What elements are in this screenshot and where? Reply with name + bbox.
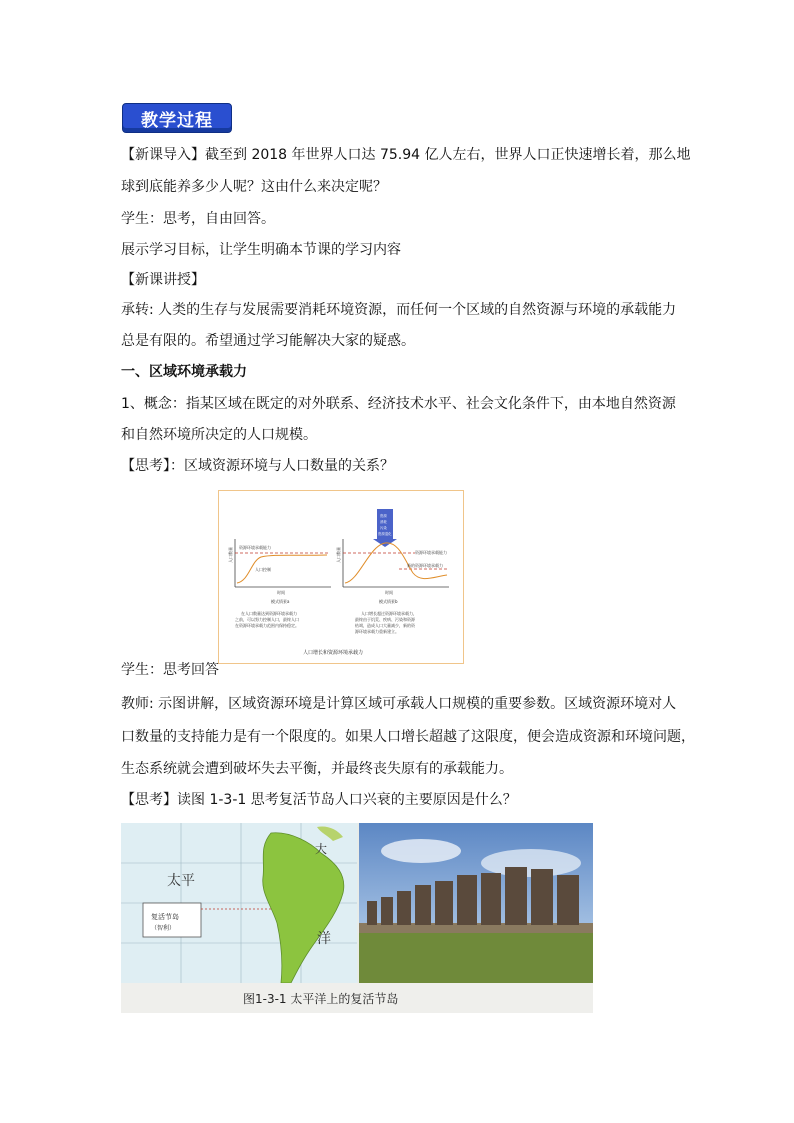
- right-scenario-title: 模式情景b: [379, 599, 398, 604]
- right-capacity-label: 资源环境承载能力: [415, 550, 447, 555]
- right-desc-3: 枯竭，造成人口大量减少，新的资: [355, 623, 415, 628]
- right-box-line-2: 消耗: [380, 520, 387, 524]
- left-control-label: 人口控制: [255, 567, 271, 572]
- figure1-caption: 人口增长和资源环境承载力: [303, 650, 364, 656]
- easter-island-figure: [121, 823, 593, 1013]
- island-label-1: 复活节岛: [151, 913, 179, 921]
- teacher-line-2: 口数量的支持能力是有一个限度的。如果人口增长超越了这限度，便会造成资源和环境问题，: [121, 729, 695, 745]
- figure2-caption: 图1-3-1 太平洋上的复活节岛: [243, 992, 399, 1006]
- right-desc-1: 人口增长超过资源环境承载力，: [361, 611, 417, 616]
- left-desc-2: 之前，可以努力控制人口，最终人口: [235, 617, 299, 622]
- right-new-capacity-label: 新的资源环境承载力: [407, 563, 443, 568]
- right-box-line-4: 资源退化: [378, 532, 392, 536]
- teacher-line-1: 教师: 示图讲解，区域资源环境是计算区域可承载人口规模的重要参数。区域资源环境对人: [121, 696, 677, 712]
- right-x-label: 时间: [385, 590, 393, 595]
- right-box-line-3: 污染: [380, 526, 387, 530]
- right-desc-2: 最终由于饥荒、疾病、污染和资源: [355, 617, 415, 622]
- left-desc-3: 在资源环境承载力范围内保持稳定。: [235, 623, 299, 628]
- left-capacity-label: 资源环境承载能力: [239, 545, 271, 550]
- left-scenario-title: 模式情景a: [271, 599, 290, 604]
- map-label-pacific: 太平: [167, 873, 195, 889]
- student-answer-1: 学生：思考，自由回答。: [121, 211, 275, 227]
- right-box-line-1: 资源: [380, 514, 387, 518]
- left-desc-1: 在人口数量达到资源环境承载力: [241, 611, 297, 616]
- photo-grass: [359, 931, 593, 983]
- transition-line-1: 承转: 人类的生存与发展需要消耗环境资源，而任何一个区域的自然资源与环境的承载能力: [121, 302, 677, 318]
- intro-line-1: 【新课导入】截至到 2018 年世界人口达 75.94 亿人左右，世界人口正快速增长着，那么地: [121, 147, 691, 163]
- teacher-line-3: 生态系统就会遭到破坏失去平衡，并最终丧失原有的承载能力。: [121, 761, 513, 777]
- section-badge-label: 教学过程: [141, 110, 213, 131]
- new-lesson-label: 【新课讲授】: [121, 272, 205, 288]
- population-capacity-diagram: [219, 491, 463, 663]
- island-label-2: （智利）: [151, 925, 176, 932]
- left-y-label: 人口数量: [228, 547, 233, 563]
- map-label-big: 大: [315, 842, 328, 856]
- left-x-label: 时间: [277, 590, 285, 595]
- section-badge: [122, 103, 232, 133]
- easter-island-illustration: [121, 823, 593, 1013]
- right-y-label: 人口数量: [336, 547, 341, 563]
- think-question-1: 【思考】：区域资源环境与人口数量的关系？: [121, 458, 394, 474]
- right-desc-4: 源环境承载力重新建立。: [355, 629, 399, 634]
- show-goals-text: 展示学习目标，让学生明确本节课的学习内容: [121, 242, 401, 258]
- transition-line-2: 总是有限的。希望通过学习能解决大家的疑惑。: [121, 333, 415, 349]
- think-question-2: 【思考】读图 1-3-1 思考复活节岛人口兴衰的主要原因是什么？: [121, 792, 517, 808]
- student-answer-2: 学生：思考回答: [121, 662, 219, 678]
- concept-line-2: 和自然环境所决定的人口规模。: [121, 427, 317, 443]
- cloud-1: [381, 839, 461, 863]
- map-label-ocean: 洋: [317, 931, 331, 947]
- population-capacity-figure: [218, 490, 464, 664]
- section-heading-1: 一、区域环境承载力: [121, 364, 247, 380]
- left-population-curve: [237, 555, 327, 583]
- concept-line-1: 1、概念：指某区域在既定的对外联系、经济技术水平、社会文化条件下，由本地自然资源: [121, 396, 676, 412]
- intro-line-2: 球到底能养多少人呢？这由什么来决定呢？: [121, 179, 387, 195]
